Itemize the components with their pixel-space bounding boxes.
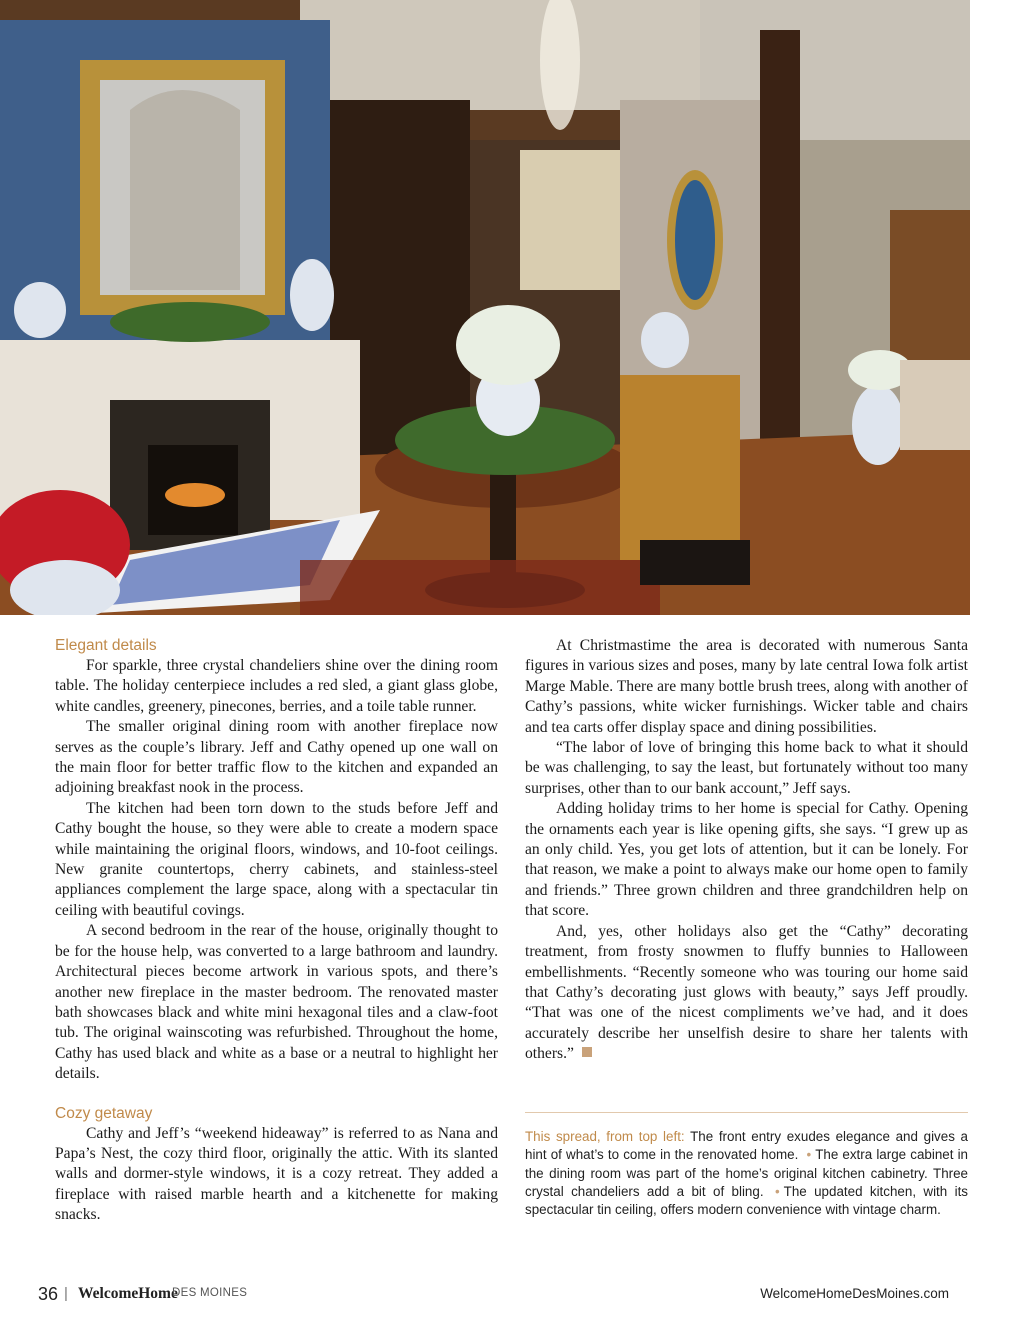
body-paragraph: For sparkle, three crystal chandeliers shine over the dining room table. The holiday centerpiece includes a red sled, a giant glass globe, white candles, greenery, pinecones, berries, and a toile table runner. [55,657,498,715]
body-paragraph: The kitchen had been torn down to the studs before Jeff and Cathy bought the house, so they were able to create a modern space while maintaining the original floors, windows, and 10-foot ceilings. New granite countertops, cherry cabinets, and stainless-steel appliances complement the large space, along with a spectacular tin ceiling with beautiful covings. [55,799,498,919]
body-paragraph: The smaller original dining room with another fireplace now serves as the couple’s library. Jeff and Cathy opened up one wall on the main floor for better traffic flow to the kitchen and expanded an adjoining breakfast nook in the process. [55,718,498,797]
body-paragraph: At Christmastime the area is decorated with numerous Santa figures in various sizes and poses, many by late central Iowa folk artist Marge Mable. There are many bottle brush trees, along with another of Cathy’s passions, white wicker furnishings. Wicker table and chairs and tea carts offer display space and dining possibilities. [525,637,968,736]
left-column [55,636,498,1226]
caption-text-1: The front entry exudes elegance and gives a hint of what’s to come in the renovated home. [525,1129,969,1163]
body-paragraph: Adding holiday trims to her home is special for Cathy. Opening the ornaments each year is like opening gifts, she says. “I grew up as an only child. Yes, you get lots of attention, but it can be lonely. For that reason, we make a point to always make our home open to family and friends.” Three grown children and three grandchildren help on that score. [525,800,968,920]
bullet-icon: • [774,1183,780,1199]
footer-separator: | [64,1285,68,1302]
body-paragraph-final [525,922,968,1065]
caption-label: This spread, from top left: [525,1129,685,1144]
body-paragraph: “The labor of love of bringing this home back to what it should be was challenging, to say the least, but fortunately without too many surprises, other than to our bank account,” Jeff says. [525,739,968,797]
caption-divider [525,1112,968,1113]
photo-caption [525,1128,968,1219]
right-column [525,636,968,1065]
website-url: WelcomeHomeDesMoines.com [760,1286,949,1301]
section-heading-cozy-getaway: Cozy getaway [55,1104,153,1122]
magazine-brand: WelcomeHome [78,1285,178,1302]
bullet-icon: • [806,1147,812,1163]
body-paragraph: Cathy and Jeff’s “weekend hideaway” is referred to as Nana and Papa’s Nest, the cozy third floor, originally the attic. With its slanted walls and dormer-style windows, it is a cozy retreat. They added a fireplace with raised marble hearth and a kitchenette for making snacks. [55,1124,498,1224]
end-of-story-icon [582,1047,592,1057]
feature-photo [0,0,970,615]
magazine-city: DES MOINES [172,1287,248,1299]
body-paragraph: A second bedroom in the rear of the house, originally thought to be for the house help, was converted to a large bathroom and laundry. Architectural pieces become artwork in various spots, and there’s another new fireplace in the master bedroom. The renovated master bath showcases black and white mini hexagonal tiles and a claw-foot tub. The original wainscoting was refurbished. Throughout the home, Cathy has used black and white as a base or a neutral to highlight her details. [55,922,498,1083]
caption-text-3: The updated kitchen, with its spectacular tin ceiling, offers modern convenience with vintage charm. [525,1183,968,1218]
front-entry-photo-illustration [0,0,970,615]
page-footer [38,1284,949,1306]
section-heading-elegant-details: Elegant details [55,637,157,654]
page-number: 36 [38,1284,59,1304]
final-paragraph-text: And, yes, other holidays also get the “Cathy” decorating treatment, from frosty snowmen to fluffy bunnies to Halloween embellishments. “Recently someone who was touring our home said that Cathy’s decorating just glows with beauty,” says Jeff proudly. “That was one of the nicest compliments we’ve had, and it does accurately describe her unselfish desire to share her talents with others.” [525,922,968,1063]
caption-text-2: The extra large cabinet in the dining room was part of the home’s original kitchen cabinetry. Three crystal chandeliers add a bit of bling. [525,1147,968,1199]
